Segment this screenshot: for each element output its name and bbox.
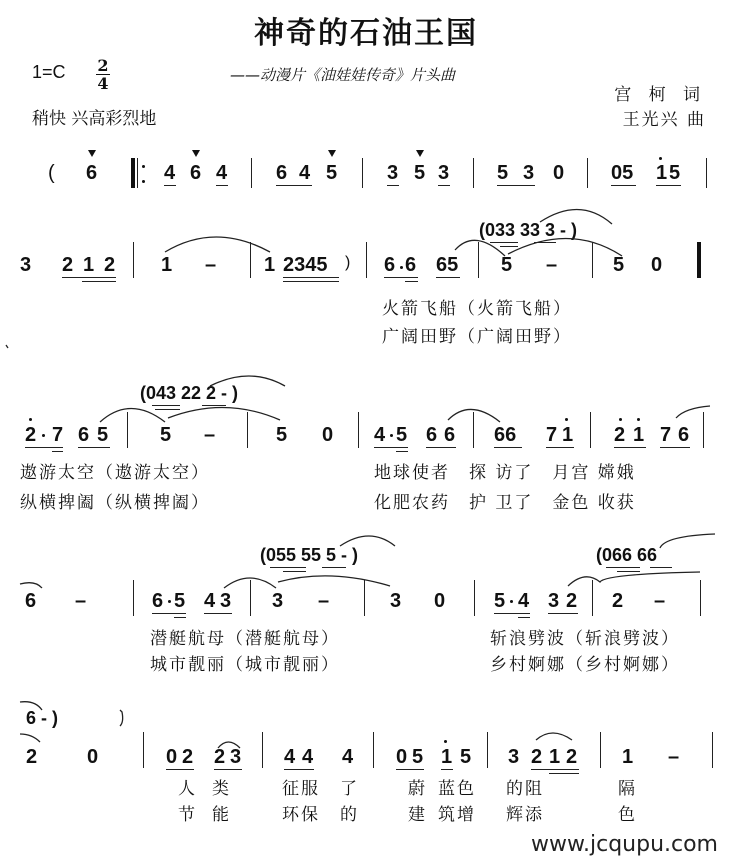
subtitle: ——动漫片《油娃娃传奇》片头曲: [230, 66, 456, 84]
lyric-row3-verse1-b: 地球使者 探 访了 月宫 嫦娥: [374, 463, 636, 483]
time-denominator: 4: [97, 74, 109, 93]
lyric-row2-verse2: 广阔田野（广阔田野）: [382, 327, 572, 347]
cue-notes: 6 - ): [26, 708, 59, 728]
lyric-row4-verse1-b: 斩浪劈波（斩浪劈波）: [490, 629, 680, 649]
lyric-row3-verse2-b: 化肥农药 护 卫了 金色 收获: [374, 493, 636, 513]
tempo-marking: 稍快 兴高彩烈地: [32, 109, 157, 129]
time-numerator: 2: [97, 56, 109, 75]
cue-notes-2: (066 66: [596, 545, 658, 565]
key-signature: 1=C: [32, 62, 66, 82]
composer: 王光兴 曲: [622, 110, 706, 130]
cue-notes: (043 22 2 - ): [140, 383, 239, 403]
lyric-row3-verse1-a: 遨游太空（遨游太空）: [20, 463, 210, 483]
lyricist: 宫 柯 词: [614, 85, 706, 105]
lyric-row2-verse1: 火箭飞船（火箭飞船）: [382, 299, 572, 319]
lyric-row4-verse2-b: 乡村婀娜（乡村婀娜）: [490, 655, 680, 675]
cue-notes-1: (055 55 5 - ): [260, 545, 359, 565]
lyric-row4-verse2-a: 城市靓丽（城市靓丽）: [150, 655, 340, 675]
watermark: www.jcqupu.com: [531, 832, 718, 857]
lyric-row4-verse1-a: 潜艇航母（潜艇航母）: [150, 629, 340, 649]
cue-notes: (033 33 3 - ): [479, 220, 578, 240]
song-title: 神奇的石油王国: [254, 16, 478, 51]
lyric-row3-verse2-a: 纵横捭阖（纵横捭阖）: [20, 493, 210, 513]
